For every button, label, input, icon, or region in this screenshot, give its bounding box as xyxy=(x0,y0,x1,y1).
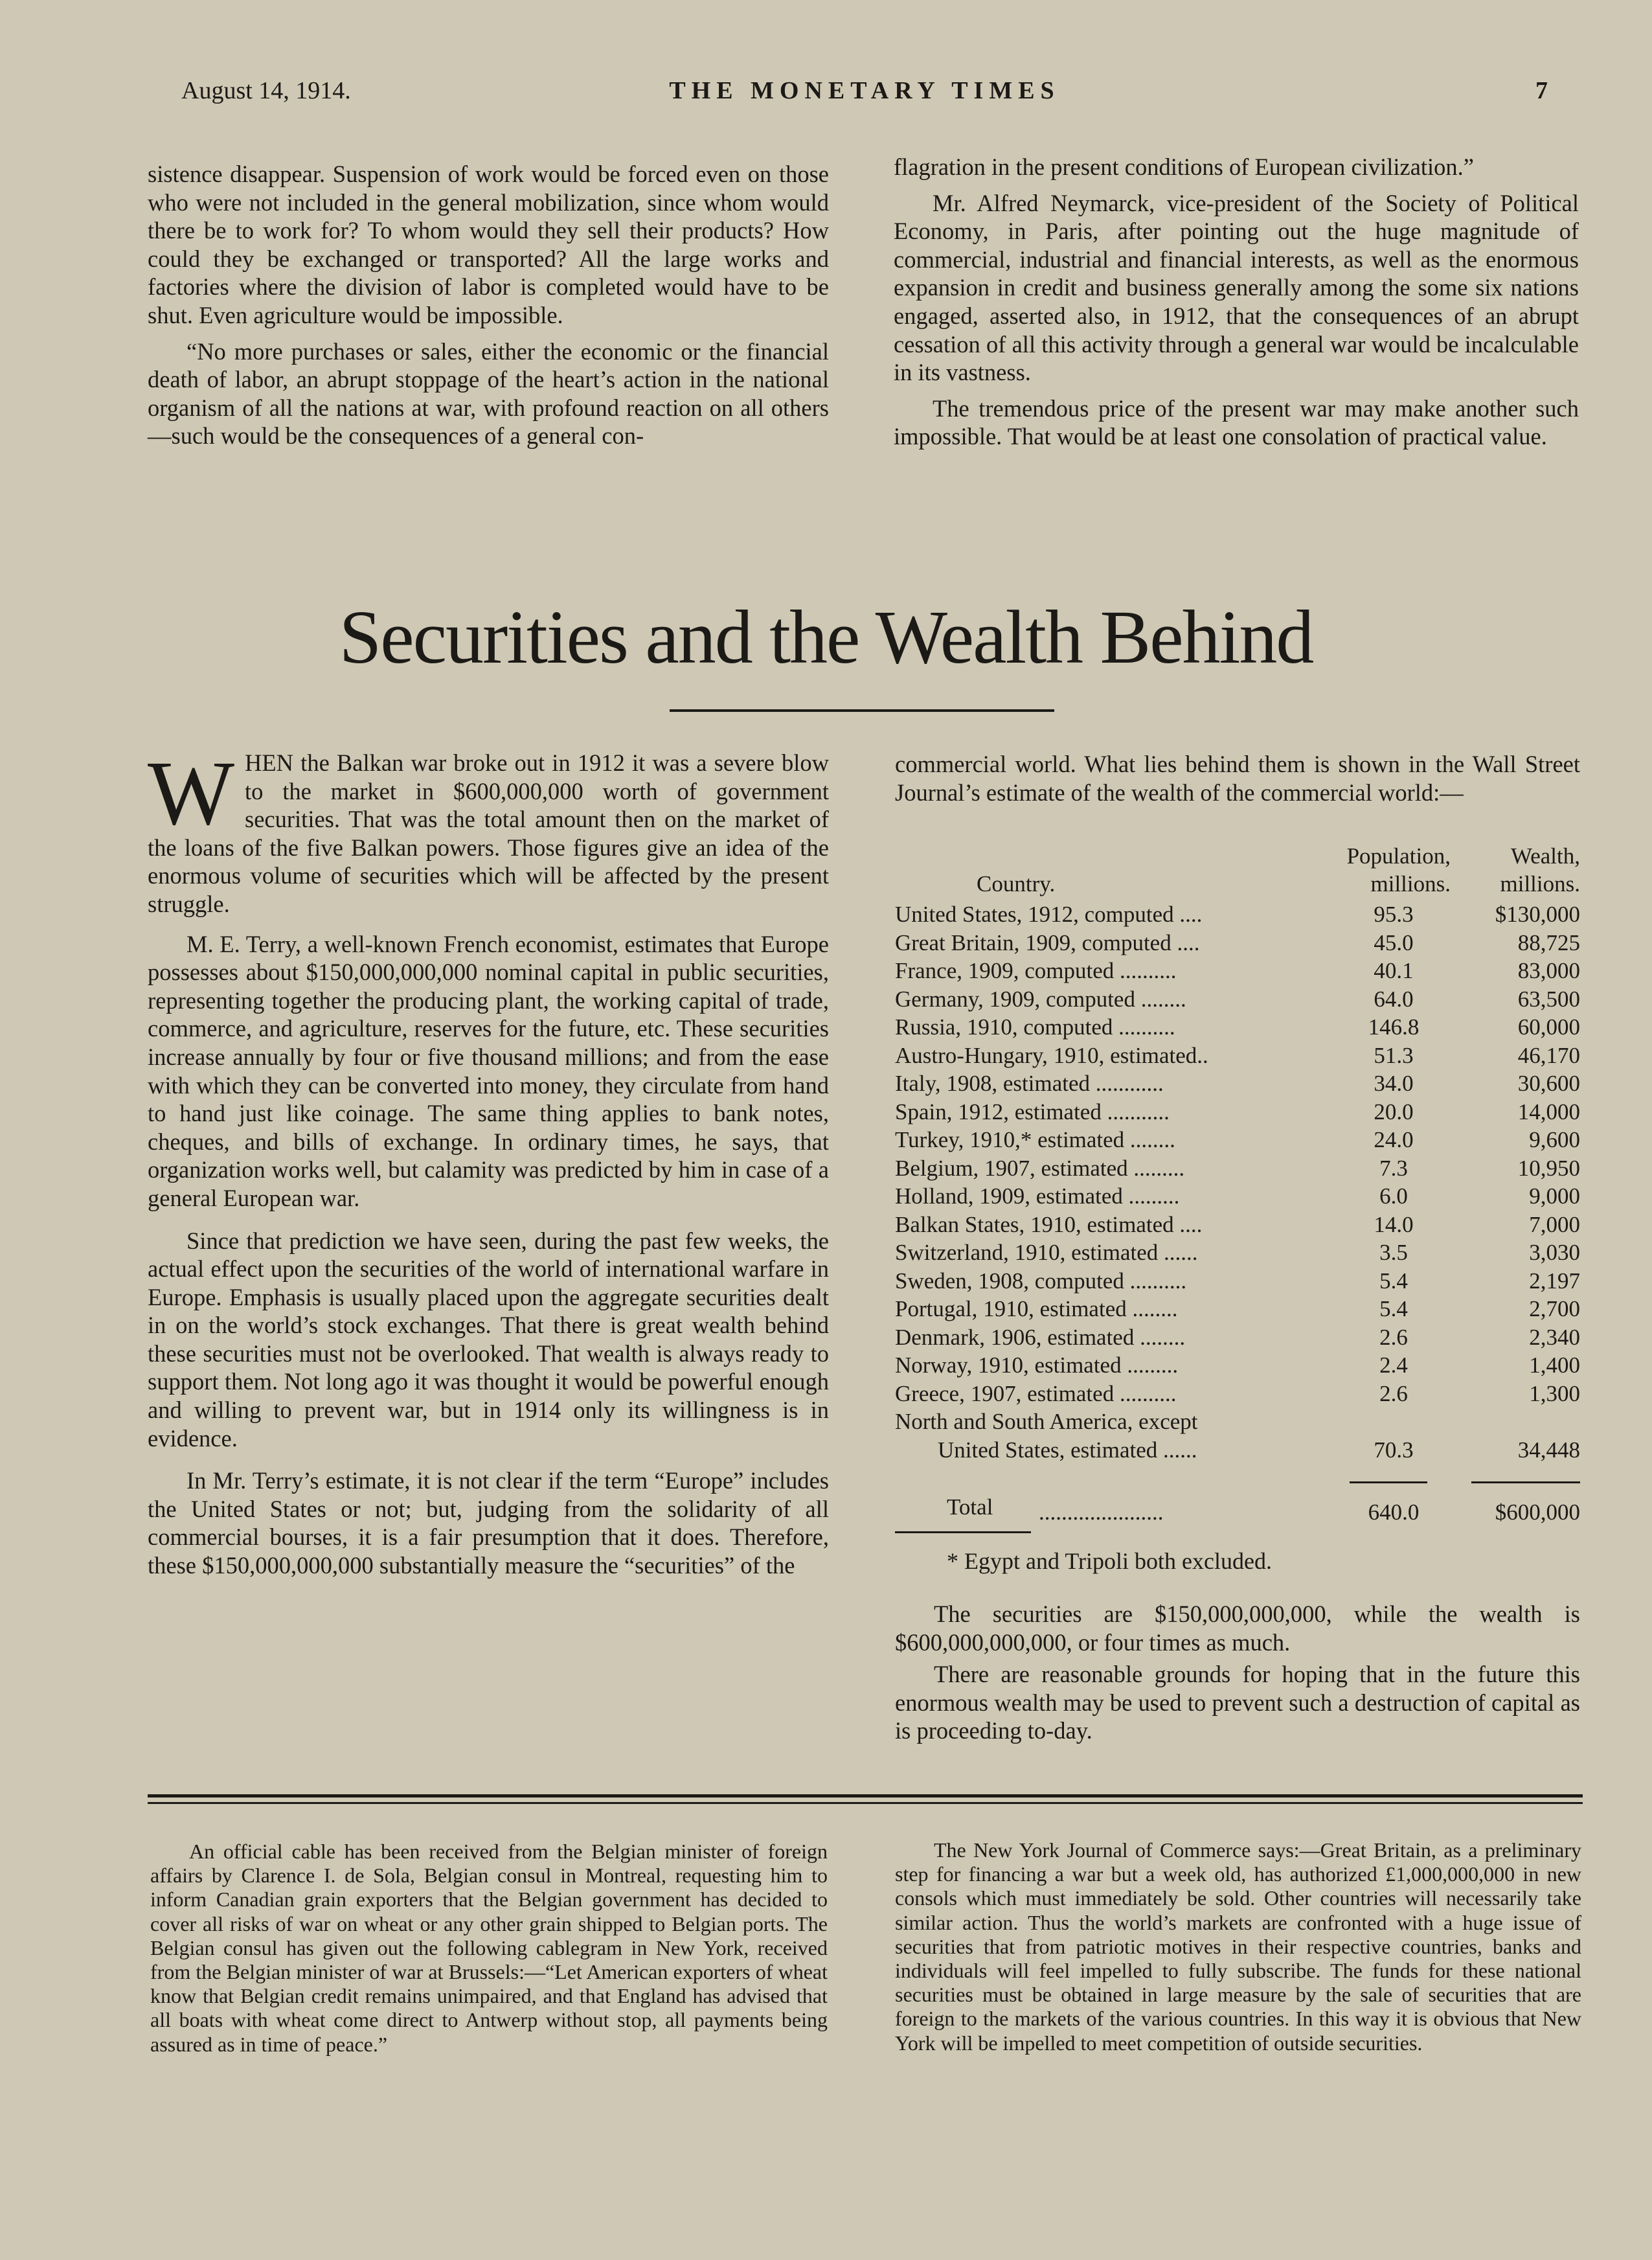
country-cell: Belgium, 1907, estimated ......... xyxy=(895,1155,1185,1181)
population-cell: 7.3 xyxy=(1379,1155,1408,1181)
wealth-cell: 46,170 xyxy=(1517,1042,1580,1068)
country-cell: Spain, 1912, estimated ........... xyxy=(895,1099,1170,1124)
table-header xyxy=(895,842,1580,900)
sum-rule xyxy=(1350,1481,1427,1483)
wealth-cell: 60,000 xyxy=(1517,1014,1580,1040)
wealth-table xyxy=(895,842,1580,1574)
top-right-column xyxy=(894,153,1579,451)
total-wealth: $600,000 xyxy=(1495,1500,1580,1525)
drop-cap: W xyxy=(148,742,235,844)
population-cell: 51.3 xyxy=(1374,1042,1414,1068)
wealth-cell: 30,600 xyxy=(1517,1071,1580,1096)
country-cell: Russia, 1910, computed .......... xyxy=(895,1014,1175,1040)
population-cell: 45.0 xyxy=(1374,930,1414,955)
population-cell: 2.4 xyxy=(1379,1353,1408,1378)
table-row xyxy=(895,1042,1580,1070)
paragraph: sistence disappear. Suspension of work would be forced even on those who were not included in the general mobilization, since whom would there be to work for? To whom would they sell their products? How could they be exchanged or transported? All the large works and factories where the division of labor is completed would have to be shut. Even agriculture would be impossible. xyxy=(148,161,829,328)
population-cell: 2.6 xyxy=(1379,1324,1408,1350)
population-cell: 5.4 xyxy=(1379,1296,1408,1321)
table-row xyxy=(895,1154,1580,1183)
population-cell: 70.3 xyxy=(1374,1437,1414,1463)
wealth-cell: 63,500 xyxy=(1517,986,1580,1012)
table-row xyxy=(895,1380,1580,1408)
wealth-cell: 2,700 xyxy=(1529,1296,1580,1321)
article-right-intro xyxy=(895,750,1580,806)
country-cell: Turkey, 1910,* estimated ........ xyxy=(895,1127,1175,1152)
population-cell: 146.8 xyxy=(1368,1014,1420,1040)
country-cell: Great Britain, 1909, computed .... xyxy=(895,930,1200,955)
table-body xyxy=(895,900,1580,1408)
paragraph: commercial world. What lies behind them is shown in the Wall Street Journal’s estimate of the wealth of the commercial world:— xyxy=(895,751,1580,806)
population-cell: 34.0 xyxy=(1374,1071,1414,1096)
table-row xyxy=(895,1238,1580,1267)
table-row xyxy=(895,1408,1580,1436)
population-cell: 5.4 xyxy=(1379,1268,1408,1294)
top-left-column xyxy=(148,160,829,450)
population-cell: 40.1 xyxy=(1374,958,1414,983)
sum-rule xyxy=(1471,1481,1580,1483)
population-cell: 2.6 xyxy=(1379,1380,1408,1406)
table-row xyxy=(895,1351,1580,1380)
col-header-wealth: Wealth, millions. xyxy=(1500,843,1580,896)
wealth-cell: 1,400 xyxy=(1529,1353,1580,1378)
table-row xyxy=(895,1069,1580,1098)
total-label: Total xyxy=(947,1494,993,1520)
table-row xyxy=(895,1211,1580,1239)
total-underline xyxy=(895,1531,1031,1533)
total-population: 640.0 xyxy=(1368,1500,1420,1525)
paragraph: Mr. Alfred Neymarck, vice-president of the Society of Political Economy, in Paris, after pointing out the huge magnitude of commercial, industrial and financial interests, as well as the enormous expansion in credit and business generally among the some six nations engaged, asserted also, in 1912, that the consequences of an abrupt cessation of all this activity through a general war would be incalculable in its vastness. xyxy=(894,189,1579,386)
title-rule xyxy=(670,709,1054,712)
wealth-cell: 9,000 xyxy=(1529,1183,1580,1209)
paragraph: There are reasonable grounds for hoping that in the future this enormous wealth may be used to prevent such a destruction of capital as is proceeding to-day. xyxy=(895,1661,1580,1744)
country-cell: Switzerland, 1910, estimated ...... xyxy=(895,1240,1198,1265)
paragraph: In Mr. Terry’s estimate, it is not clear if the term “Europe” includes the United States or not; but, judging from the solidarity of all commercial bourses, it is a fair presumption that it does. Therefore, these $150,000,000,000 substantially measure the “securities” of the xyxy=(148,1467,829,1579)
country-cell: Sweden, 1908, computed .......... xyxy=(895,1268,1187,1294)
population-cell: 14.0 xyxy=(1374,1211,1414,1237)
wealth-cell: 9,600 xyxy=(1529,1127,1580,1152)
wealth-cell: 7,000 xyxy=(1529,1211,1580,1237)
col-header-country: Country. xyxy=(977,871,1056,896)
table-row xyxy=(895,1182,1580,1211)
wealth-cell: 10,950 xyxy=(1517,1155,1580,1181)
journal-of-commerce-item xyxy=(895,1838,1581,2055)
wealth-cell: 1,300 xyxy=(1529,1380,1580,1406)
issue-date: August 14, 1914. xyxy=(181,77,351,104)
section-divider xyxy=(148,1802,1583,1804)
col-header-population: Population, millions. xyxy=(1346,843,1451,896)
belgian-cable-item xyxy=(150,1840,828,2057)
total-row xyxy=(895,1496,1580,1529)
table-row xyxy=(895,1323,1580,1352)
paragraph: Since that prediction we have seen, during the past few weeks, the actual effect upon the securities of the world of international warfare in Europe. Emphasis is usually placed upon the aggregate securities dealt in on the world’s stock exchanges. That there is great wealth behind these securities must not be overlooked. That wealth is always ready to support them. Not long ago it was thought it would be powerful enough and willing to prevent war, but in 1914 only its willingness is in evidence. xyxy=(148,1227,829,1452)
article-title: Securities and the Wealth Behind xyxy=(339,595,1313,679)
table-row xyxy=(895,929,1580,957)
paragraph: “No more purchases or sales, either the economic or the financial death of labor, an abrupt stoppage of the heart’s action in the national organism of all the nations at war, with profound reaction on all others —such would be the consequences of a general con- xyxy=(148,337,829,450)
country-cell: Italy, 1908, estimated ............ xyxy=(895,1071,1164,1096)
table-row xyxy=(895,957,1580,985)
wealth-cell: $130,000 xyxy=(1495,902,1580,927)
country-cell: Denmark, 1906, estimated ........ xyxy=(895,1324,1186,1350)
running-head xyxy=(181,76,1548,115)
article-left-column xyxy=(148,742,829,1580)
country-cell: Norway, 1910, estimated ......... xyxy=(895,1353,1179,1378)
paragraph: An official cable has been received from the Belgian minister of foreign affairs by Clarence I. de Sola, Belgian consul in Montreal, requesting him to inform Canadian grain exporters that the Belgian government has decided to cover all risks of war on wheat or any other grain shipped to Belgian ports. The Belgian consul has given out the following cablegram in New York, received from the Belgian minister of war at Brussels:—“Let American exporters of wheat know that Belgian credit remains unimpaired, and that England has advised that all boats with wheat come direct to Antwerp without stop, all payments being assured as in time of peace.” xyxy=(150,1840,828,2056)
paragraph: The New York Journal of Commerce says:—Great Britain, as a preliminary step for financing a war but a week old, has authorized £1,000,000,000 in new consols which must immediately be sold. Other countries will necessarily take similar action. Thus the world’s markets are confronted with a huge issue of securities that from patriotic motives in their respective countries, banks and individuals will feel impelled to fully subscribe. The funds for these national securities must be obtained in large measure by the sale of securities that are foreign to the markets of the various countries. In this way it is obvious that New York will be impelled to meet competition of outside securities. xyxy=(895,1838,1581,2055)
wealth-cell: 14,000 xyxy=(1517,1099,1580,1124)
paragraph: The tremendous price of the present war may make another such impossible. That would be at least one consolation of practical value. xyxy=(894,394,1579,450)
table-row xyxy=(895,1267,1580,1296)
wealth-cell: 83,000 xyxy=(1517,958,1580,983)
table-row xyxy=(895,1013,1580,1042)
table-row xyxy=(895,1126,1580,1154)
table-footnote: * Egypt and Tripoli both excluded. xyxy=(947,1548,1272,1574)
total-leader-dots: ...................... xyxy=(1039,1500,1164,1525)
table-row xyxy=(895,1436,1580,1465)
country-cell: United States, 1912, computed .... xyxy=(895,902,1203,927)
paragraph: M. E. Terry, a well-known French economist, estimates that Europe possesses about $150,000,000,000 nominal capital in public securities, representing together the producing plant, the working capital of trade, commerce, and agriculture, reserves for the future, etc. These securities increase annually by four or five thousand millions; and from the ease with which they can be converted into money, they circulate from hand to hand just like coinage. The same thing applies to bank notes, cheques, and bills of exchange. In ordinary times, he says, that organization works well, but calamity was predicted by him in case of a general European war. xyxy=(148,930,829,1211)
table-row xyxy=(895,1098,1580,1126)
table-row xyxy=(895,1295,1580,1323)
population-cell: 6.0 xyxy=(1379,1183,1408,1209)
country-cell: Balkan States, 1910, estimated .... xyxy=(895,1211,1203,1237)
country-cell: Austro-Hungary, 1910, estimated.. xyxy=(895,1042,1208,1068)
article-conclusion xyxy=(895,1600,1580,1745)
wealth-cell: 88,725 xyxy=(1517,930,1580,955)
population-cell: 20.0 xyxy=(1374,1099,1414,1124)
lead-paragraph xyxy=(148,742,829,919)
wealth-cell: 2,197 xyxy=(1529,1268,1580,1294)
table-row xyxy=(895,900,1580,929)
country-cell: Portugal, 1910, estimated ........ xyxy=(895,1296,1178,1321)
country-cell: United States, estimated ...... xyxy=(938,1437,1197,1463)
country-cell: Germany, 1909, computed ........ xyxy=(895,986,1186,1012)
page-number: 7 xyxy=(1535,77,1548,104)
table-row xyxy=(895,985,1580,1014)
population-cell: 64.0 xyxy=(1374,986,1414,1012)
lead-text: HEN the Balkan war broke out in 1912 it was a severe blow to the market in $600,000,000 worth of government securities. That was the total amount then on the market of the loans of the five Balkan powers. Those figures give an idea of the enormous volume of securities which will be affected by the present struggle. xyxy=(148,749,829,917)
section-divider xyxy=(148,1794,1583,1798)
country-cell: North and South America, except xyxy=(895,1409,1198,1434)
paragraph: flagration in the present conditions of European civilization.” xyxy=(894,154,1474,180)
publication-title: THE MONETARY TIMES xyxy=(669,77,1060,104)
country-cell: France, 1909, computed .......... xyxy=(895,958,1177,983)
country-cell: Holland, 1909, estimated ......... xyxy=(895,1183,1180,1209)
country-cell: Greece, 1907, estimated .......... xyxy=(895,1380,1177,1406)
wealth-cell: 2,340 xyxy=(1529,1324,1580,1350)
paragraph: The securities are $150,000,000,000, while the wealth is $600,000,000,000, or four times as much. xyxy=(895,1601,1580,1656)
wealth-cell: 3,030 xyxy=(1529,1240,1580,1265)
population-cell: 95.3 xyxy=(1374,902,1414,927)
population-cell: 24.0 xyxy=(1374,1127,1414,1152)
population-cell: 3.5 xyxy=(1379,1240,1408,1265)
wealth-cell: 34,448 xyxy=(1517,1437,1580,1463)
